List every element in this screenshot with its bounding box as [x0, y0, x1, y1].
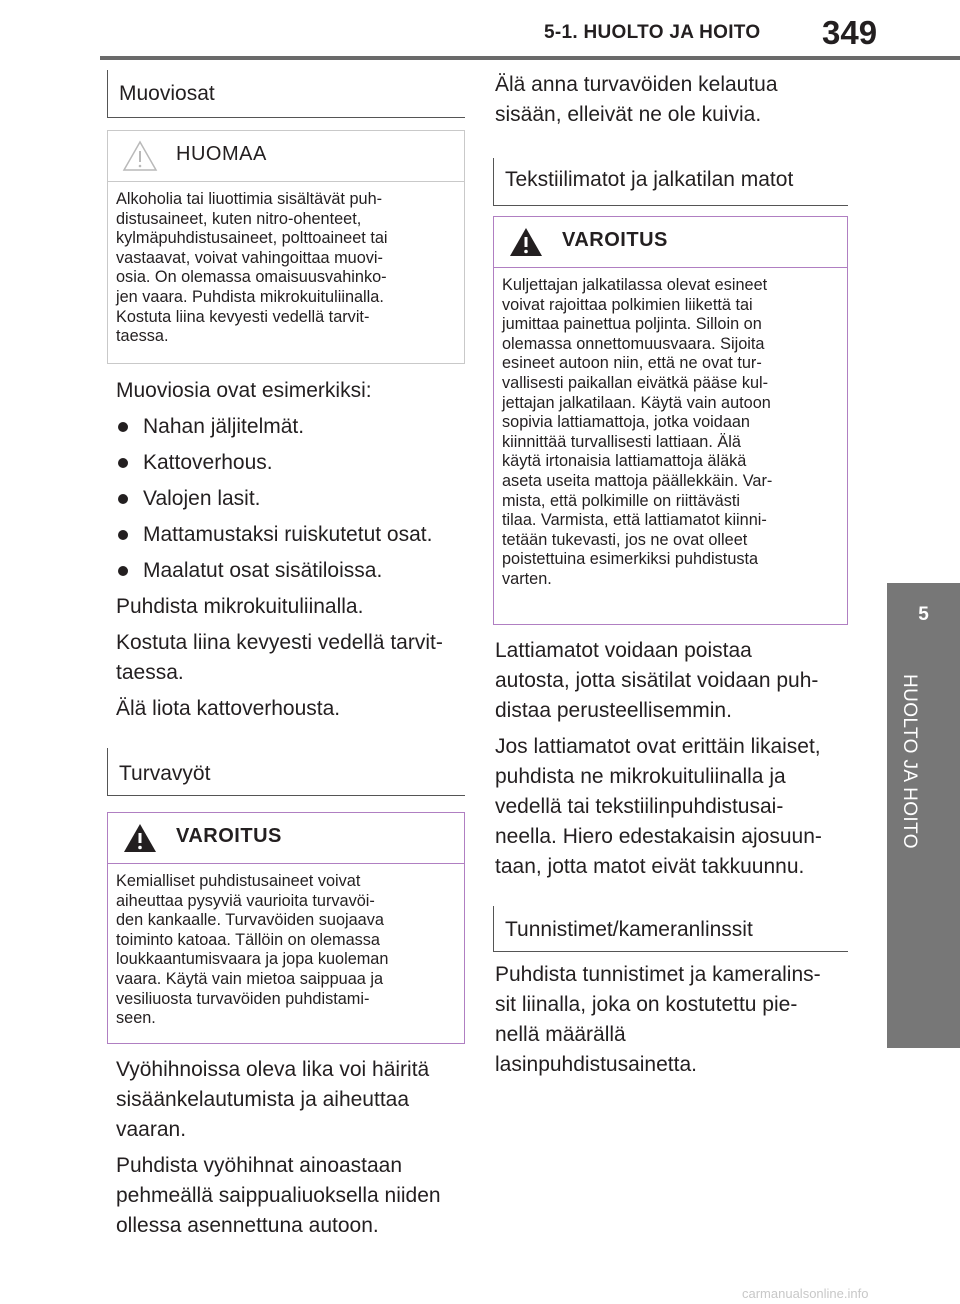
text-line: sisään, elleivät ne ole kuivia. [495, 103, 762, 126]
paragraph [116, 628, 466, 688]
section-heading-tunnistimet: Tunnistimet/kameranlinssit [493, 906, 848, 952]
bullet-item: Maalatut osat sisätiloissa. [116, 556, 466, 586]
text-line: jumittaa painettua poljinta. Silloin on [502, 315, 762, 334]
text-line: kylmäpuhdistusaineet, polttoaineet tai [116, 229, 388, 248]
paragraph [495, 960, 845, 1080]
paragraph [495, 636, 845, 726]
text-line: ollessa asennettuna autoon. [116, 1214, 379, 1237]
text-line: Kostuta liina kevyesti vedellä tarvit- [116, 631, 443, 654]
notice-box-muoviosat [107, 130, 465, 364]
belt-drying-note [495, 70, 845, 130]
chapter-tab-label: HUOLTO JA HOITO [899, 674, 920, 849]
bullet-item: Nahan jäljitelmät. [116, 412, 466, 442]
text-line: distusaineet, kuten nitro-ohenteet, [116, 209, 362, 228]
paragraph-group [116, 592, 466, 724]
text-line: Älä liota kattoverhousta. [116, 697, 341, 720]
text-line: loukkaantumisvaara ja jopa kuoleman [116, 950, 389, 969]
section-heading-matot: Tekstiilimatot ja jalkatilan matot [493, 158, 848, 206]
intro-text: Muoviosia ovat esimerkiksi: [116, 379, 372, 402]
muoviosat-content [116, 376, 466, 730]
running-header: 5-1. HUOLTO JA HOITO [544, 22, 761, 43]
text-line: Puhdista tunnistimet ja kameralins- [495, 963, 821, 986]
text-line: Puhdista vyöhihnat ainoastaan [116, 1154, 403, 1177]
warning-box-header [494, 217, 847, 268]
paragraph [116, 1055, 466, 1145]
tunnistimet-content [495, 960, 845, 1086]
text-line: distaa perusteellisemmin. [495, 699, 732, 722]
text-line: den kankaalle. Turvavöiden suojaava [116, 911, 384, 930]
watermark-footer: carmanualsonline.info [742, 1286, 869, 1301]
text-line: seen. [116, 1009, 156, 1028]
text-line: tilaa. Varmista, että lattiamatot kiinni- [502, 511, 767, 530]
text-line: autosta, jotta sisätilat voidaan puh- [495, 669, 819, 692]
text-line: sit liinalla, joka on kostutettu pie- [495, 993, 798, 1016]
text-line: Jos lattiamatot ovat erittäin likaiset, [495, 735, 821, 758]
text-line: Älä anna turvavöiden kelautua [495, 73, 778, 96]
paragraph [116, 592, 466, 622]
text-line: vaara. Käytä vain mietoa saippuaa ja [116, 969, 383, 988]
page-number: 349 [822, 14, 878, 51]
section-heading-muoviosat: Muoviosat [107, 70, 465, 118]
text-line: pehmeällä saippualiuoksella niiden [116, 1184, 441, 1207]
text-line: Vyöhihnoissa oleva lika voi häiritä [116, 1058, 430, 1081]
text-line: lasinpuhdistusainetta. [495, 1053, 697, 1076]
bullet-item: Valojen lasit. [116, 484, 466, 514]
text-line: Kemialliset puhdistusaineet voivat [116, 872, 361, 890]
paragraph [495, 732, 845, 882]
text-line: sopivia lattiamattoja, jotka voidaan [502, 413, 750, 432]
text-line: tetään tukevasti, jos ne ovat olleet [502, 530, 748, 549]
warning-text [108, 864, 464, 1037]
text-line: taan, jotta matot eivät takkuunnu. [495, 855, 805, 878]
chapter-tab-number: 5 [918, 604, 929, 625]
bullet-item: Kattoverhous. [116, 448, 466, 478]
text-line: aiheuttaa pysyviä vaurioita turvavöi- [116, 891, 375, 910]
text-line: vaaran. [116, 1118, 187, 1141]
paragraph [116, 694, 466, 724]
text-line: esineet autoon niin, että ne ovat tur- [502, 354, 762, 373]
text-line: olemassa onnettomuusvaara. Sijoita [502, 334, 765, 353]
text-line: taessa. [116, 327, 169, 346]
text-line: poistettuina esimerkiksi puhdistusta [502, 550, 759, 569]
text-line: osia. On olemassa omaisuusvahinko- [116, 268, 387, 287]
text-line: mista, että polkimille on riittävästi [502, 491, 740, 510]
text-line: Kuljettajan jalkatilassa olevat esineet [502, 276, 768, 294]
notice-text [108, 182, 464, 355]
text-line: vallisesti paikallan eivätkä pääse kul- [502, 373, 769, 392]
bullet-list [116, 412, 466, 586]
warning-box-header [108, 813, 464, 864]
warning-triangle-outline-icon [122, 140, 158, 172]
text-line: aseta useita mattoja päällekkäin. Var- [502, 471, 773, 490]
text-line: neella. Hiero edestakaisin ajosuun- [495, 825, 822, 848]
text-line: Alkoholia tai liuottimia sisältävät puh- [116, 190, 383, 208]
warning-title: VAROITUS [562, 229, 668, 251]
paragraph [116, 1151, 466, 1241]
text-line: vesiliuosta turvavöiden puhdistami- [116, 989, 370, 1008]
warning-text [494, 268, 847, 598]
text-line: jettajan jalkatilaan. Käytä vain autoon [502, 393, 771, 412]
warning-title: VAROITUS [176, 825, 282, 847]
warning-box-turvavyot [107, 812, 465, 1044]
text-line: Puhdista mikrokuituliinalla. [116, 595, 364, 618]
text-line: varten. [502, 569, 552, 588]
text-line: jen vaara. Puhdista mikrokuituliinalla. [116, 287, 384, 306]
notice-box-header [108, 131, 464, 182]
section-heading-turvavyot: Turvavyöt [107, 748, 465, 796]
notice-title: HUOMAA [176, 143, 267, 165]
text-line: taessa. [116, 661, 184, 684]
text-line: vedellä tai tekstiilinpuhdistusai- [495, 795, 784, 818]
warning-triangle-icon [122, 822, 158, 854]
paragraph [495, 70, 845, 130]
text-line: nellä määrällä [495, 1023, 626, 1046]
text-line: Kostuta liina kevyesti vedellä tarvit- [116, 307, 370, 326]
text-line: voivat rajoittaa polkimien liikettä tai [502, 295, 753, 314]
matot-content [495, 636, 845, 888]
text-line: vastaavat, voivat vahingoittaa muovi- [116, 248, 383, 267]
text-line: puhdista ne mikrokuituliinalla ja [495, 765, 786, 788]
bullet-item: Mattamustaksi ruiskutetut osat. [116, 520, 466, 550]
text-line: Lattiamatot voidaan poistaa [495, 639, 752, 662]
header-rule [100, 56, 960, 60]
text-line: toiminto katoaa. Tällöin on olemassa [116, 930, 380, 949]
text-line: kiinnittää turvallisesti lattiaan. Älä [502, 432, 741, 451]
warning-triangle-icon [508, 226, 544, 258]
text-line: sisäänkelautumista ja aiheuttaa [116, 1088, 410, 1111]
turvavyot-content [116, 1055, 466, 1247]
warning-box-matot [493, 216, 848, 625]
text-line: käytä irtonaisia lattiamattoja äläkä [502, 452, 747, 471]
